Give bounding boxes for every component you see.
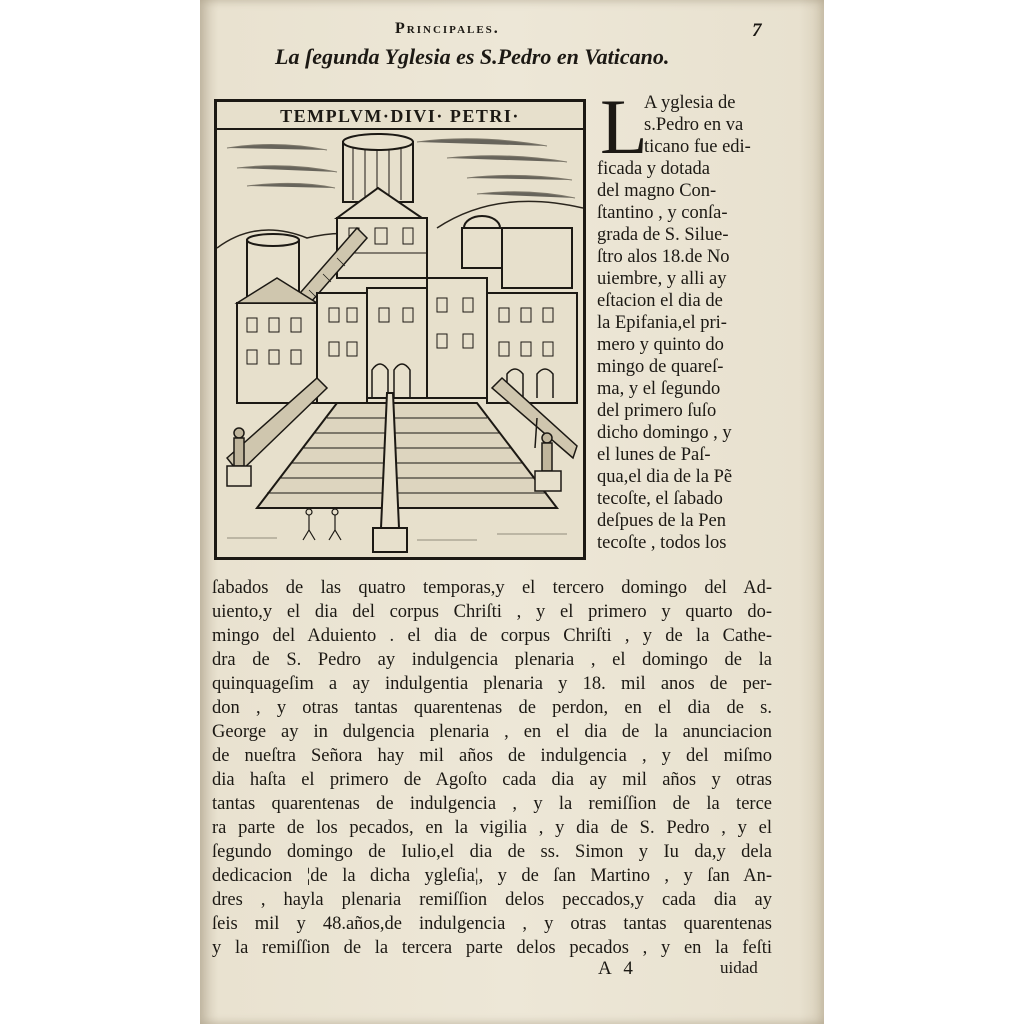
column-line: grada de S. Silue-	[597, 225, 729, 245]
column-line: del primero ſuſo	[597, 401, 717, 421]
body-line: mingo del Aduiento . el dia de corpus Chriſti , y de la Cathe-	[212, 626, 772, 646]
column-line: tecoſte, el ſabado	[597, 489, 723, 509]
column-line: ficada y dotada	[597, 159, 710, 179]
body-line: dedicacion ¦de la dicha ygleſia¦, y de ſan Martino , y ſan An-	[212, 866, 772, 886]
body-line: de nueſtra Señora hay mil años de indulgencia , y del miſmo	[212, 746, 772, 766]
column-line: ma, y el ſegundo	[597, 379, 721, 399]
body-line: dres , hayla plenaria remiſſion delos peccados,y cada dia ay	[212, 890, 772, 910]
signature-mark: A 4	[598, 958, 637, 979]
catchword: uidad	[720, 958, 758, 977]
column-line: la Epifania,el pri-	[597, 313, 727, 333]
body-line: dia haſta el primero de Agoſto cada dia ay mil años y otras	[212, 770, 772, 790]
column-line: ticano fue edi-	[644, 137, 751, 157]
column-line: tecoſte , todos los	[597, 533, 727, 553]
column-line: eſtacion el dia de	[597, 291, 723, 311]
woodcut-illustration	[214, 99, 586, 560]
body-line: tantas quarentenas de indulgencia , y la remiſſion de la terce	[212, 794, 772, 814]
body-line: dra de S. Pedro ay indulgencia plenaria , el domingo de la	[212, 650, 772, 670]
column-line: qua,el dia de la Pẽ	[597, 467, 733, 487]
body-line: ſabados de las quatro temporas,y el tercero domingo del Ad-	[212, 578, 772, 598]
body-line: y la remiſſion de la tercera parte delos pecados , y en la feſti	[212, 938, 772, 958]
body-line: quinquageſim a ay indulgentia plenaria y 18. mil anos de per-	[212, 674, 772, 694]
body-line: ſegundo domingo de Iulio,el dia de ss. Simon y Iu da,y dela	[212, 842, 772, 862]
chapter-subtitle: La ſegunda Yglesia es S.Pedro en Vaticano.	[275, 44, 670, 69]
column-line: del magno Con-	[597, 181, 717, 201]
body-line: ra parte de los pecados, en la vigilia , y dia de S. Pedro , y el	[212, 818, 772, 838]
column-line: A yglesia de	[644, 93, 736, 113]
column-line: el lunes de Paſ-	[597, 445, 711, 465]
body-line: uiento,y el dia del corpus Chriſti , y el primero y quarto do-	[212, 602, 772, 622]
body-line: ſeis mil y 48.años,de indulgencia , y otras tantas quarentenas	[212, 914, 772, 934]
page-number: 7	[752, 20, 762, 41]
basilica-engraving	[217, 128, 583, 557]
column-line: mero y quinto do	[597, 335, 724, 355]
column-line: deſpues de la Pen	[597, 511, 726, 531]
column-line: dicho domingo , y	[597, 423, 732, 443]
body-line: George ay in dulgencia plenaria , en el dia de la anunciacion	[212, 722, 772, 742]
woodcut-caption: TEMPLVM·DIVI· PETRI·	[217, 102, 583, 130]
body-line: don , y otras tantas quarentenas de perdon, en el dia de s.	[212, 698, 772, 718]
column-line: ſtro alos 18.de No	[597, 247, 730, 267]
column-line: s.Pedro en va	[644, 115, 744, 135]
column-line: ſtantino , y conſa-	[597, 203, 728, 223]
column-line: uiembre, y alli ay	[597, 269, 727, 289]
drop-capital: L	[600, 83, 648, 170]
running-head: Principales.	[395, 20, 500, 37]
column-line: mingo de quareſ-	[597, 357, 724, 377]
